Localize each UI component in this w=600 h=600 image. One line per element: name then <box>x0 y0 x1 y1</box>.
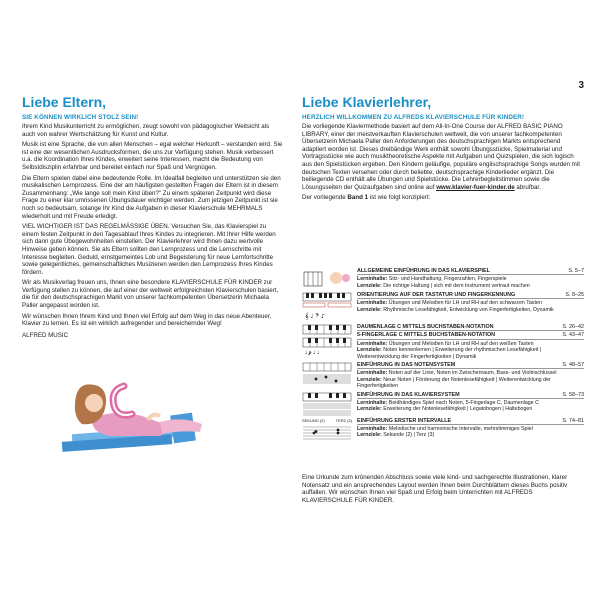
lerninhalte-label: Lerninhalte: <box>357 426 388 433</box>
toc-inhalte: Beidhändiges Spiel nach Noten, 5-Fingerlage C, Daumenlage C <box>388 400 539 407</box>
grand-staff-thumbnail <box>302 392 352 416</box>
toc-title: EINFÜHRUNG IN DAS KLAVIERSYSTEM <box>357 391 460 398</box>
toc-item <box>302 324 584 360</box>
toc-ziele: Rhythmische Lesefähigkeit, Entwicklung von Fingerfertigkeiten, Dynamik <box>383 306 554 313</box>
lernziele-label: Lernziele: <box>357 347 382 354</box>
white-keys-thumbnail <box>302 324 352 356</box>
toc-inhalte: Übungen und Melodien für LH und RH auf den schwarzen Tasten <box>388 300 542 307</box>
toc-inhalte: Melodische und harmonische Intervalle, mehrstimmiges Spiel <box>388 426 533 433</box>
toc-title: ORIENTIERUNG AUF DER TASTATUR UND FINGERKENNUNG <box>357 292 516 298</box>
parents-paragraph: VIEL WICHTIGER IST DAS REGELMÄSSIGE ÜBEN. Versuchen Sie, das Klavierspiel zu einem festen Zeitpunkt in den Tagesablauf Ihres Kindes zu integrieren. Mit Ihrer Hilfe werden sich dann gute Übegewohnheiten einstellen. Der Klavierlehrer wird Ihnen dazu wertvolle Hinweise geben können. Sie als Eltern sollten den Lernprozess und die Lernschritte mit Interesse begleiten. Geduld, ernstgemeintes Lob und Begeisterung für neue Lernfortschritte sowie gelegentliches, gemeinschaftliches Musizieren werden den Lernprozess Ihres Kindes fördern. <box>22 223 276 276</box>
toc-pages: S. 48–57 <box>562 362 584 369</box>
parents-paragraph: Wir als Musikverlag freuen uns, Ihnen eine besondere KLAVIERSCHULE FÜR KINDER zur Verfügung stellen zu können, die auf einer der weltweit erfolgreichsten Klavierschulen basiert, die für den deutschsprachigen Markt von unserer fachkompetenten Übersetzerin Michaela Paller angepasst worden ist. <box>22 279 279 310</box>
piano-hands-thumbnail <box>302 268 352 290</box>
toc-ziele: Noten kennenlernen | Erweiterung der rhythmischen Lesefähigkeit | Weiterentwicklung der Fingerfertigkeiten | Dynamik <box>357 347 542 360</box>
parents-paragraph: Ihrem Kind Musikunterricht zu ermöglichen, zeugt sowohl von pädagogischer Weitsicht als auch von wahrer Wertschätzung für Kunst und Kultur. <box>22 123 270 138</box>
parents-subtitle: SIE KÖNNEN WIRKLICH STOLZ SEIN! <box>22 114 139 121</box>
lerninhalte-label: Lerninhalte: <box>357 370 388 377</box>
toc-title: DAUMENLAGE C MITTELS BUCHSTABEN-NOTATION <box>357 324 494 330</box>
toc-inhalte: Noten auf der Linie, Noten im Zwischenraum, Bass- und Violinschlüssel <box>388 370 557 377</box>
toc-pages-2: S. 43–47 <box>562 332 584 339</box>
toc-title: ALLGEMEINE EINFÜHRUNG IN DAS KLAVIERSPIEL <box>357 268 490 274</box>
teachers-letter <box>302 94 582 203</box>
lernziele-label: Lernziele: <box>357 406 382 413</box>
closing-paragraph: Eine Urkunde zum krönenden Abschluss sowie viele kind- und sachgerechte Illustrationen, klarer Notensatz und ein ansprechendes Layout werden Ihnen beim Durchblättern dieses Buchs positiv auffallen. Wir wünschen Ihnen viel Spaß und Erfolg beim Unterrichten mit ALFREDS KLAVIERSCHULE FÜR KINDER. <box>302 474 568 504</box>
toc-item <box>302 392 584 416</box>
teachers-title: Liebe Klavierlehrer, <box>302 94 432 110</box>
link-suffix: abrufbar. <box>514 183 541 191</box>
toc-pages: S. 26–42 <box>562 324 584 330</box>
page-number: 3 <box>578 80 584 91</box>
teachers-subtitle: HERZLICH WILLKOMMEN ZU ALFREDS KLAVIERSCHULE FÜR KINDER! <box>302 114 525 121</box>
toc-intro-band: Band 1 <box>347 194 369 202</box>
toc-item <box>302 362 584 390</box>
toc-item <box>302 292 584 322</box>
lernziele-label: Lernziele: <box>357 282 382 289</box>
parents-title: Liebe Eltern, <box>22 94 107 110</box>
parents-paragraph: Die Eltern spielen dabei eine bedeutende Rolle. Im Idealfall begleiten und unterstützen sie den musikalischen Lernprozess. Eine der am häufigsten gestellten Fragen der Eltern ist in diesem Zusammenhang: „Wie lange soll mein Kind üben?" Zu einem späteren Zeitpunkt wird diese Frage zu einer klar umrissenen Übungsdauer wichtiger werden. Zum jetzigen Zeitpunkt ist sie noch so bedeutsam, solange Ihr Kind die Aufgaben in dieser Klavierschule MEHRMALS wiederholt und mit Freude erledigt. <box>22 174 281 220</box>
toc-ziele: Neue Noten | Förderung der Notenlesefähigkeit | Weiterentwicklung der Fingerfertigkeiten <box>357 376 551 390</box>
toc-title: EINFÜHRUNG IN DAS NOTENSYSTEM <box>357 362 456 369</box>
svg-text:♩ 𝆏 ♩ ♩: ♩ 𝆏 ♩ ♩ <box>305 350 320 356</box>
toc-pages: S. 5–7 <box>568 268 584 274</box>
svg-text:𝄞 ♩ 𝄢 ♪: 𝄞 ♩ 𝄢 ♪ <box>305 313 325 320</box>
sekund-label: SEKUND (2) <box>302 417 325 423</box>
staff-thumbnail <box>302 362 352 388</box>
toc-pages: S. 8–25 <box>565 292 584 298</box>
toc-item <box>302 418 584 442</box>
toc-intro <box>302 194 582 201</box>
parents-letter <box>22 94 284 339</box>
closing-paragraph-container <box>302 474 582 507</box>
intervals-thumbnail <box>302 418 352 442</box>
lerninhalte-label: Lerninhalte: <box>357 400 388 407</box>
terz-label: TERZ (3) <box>335 417 352 423</box>
toc-ziele: Sekunde (2) | Terz (3) <box>383 432 435 439</box>
teachers-paragraph <box>302 123 582 191</box>
lernziele-label: Lernziele: <box>357 376 382 383</box>
toc-item <box>302 268 584 290</box>
toc-inhalte: Sitz- und Handhaltung, Fingerzahlen, Fingerspiele <box>388 276 507 283</box>
website-link[interactable]: www.klavier-fuer-kinder.de <box>436 183 515 191</box>
girl-illustration <box>52 372 232 464</box>
table-of-contents <box>302 268 584 444</box>
toc-intro-pre: Der vorliegende <box>302 194 348 202</box>
toc-intro-post: ist wie folgt konzipiert: <box>368 194 431 202</box>
lernziele-label: Lernziele: <box>357 432 382 439</box>
toc-pages: S. 74–81 <box>562 417 584 424</box>
toc-title: EINFÜHRUNG ERSTER INTERVALLE <box>357 417 452 424</box>
parents-paragraph: Musik ist eine Sprache, die von allen Menschen – egal welcher Herkunft – verstanden wird. Sie ist eine der wesentlichen Ausdrucksformen, die uns zur Verfügung stehen. Musik verbessert u.a. die Koordination Ihres Kindes, erweitert seine Interessen, macht die Bedeutung von Selbstdisziplin erfahrbar und bereitet einfach nur Spaß und Vergnügen. <box>22 141 283 171</box>
toc-pages: S. 58–73 <box>562 391 584 398</box>
parents-paragraph: Wir wünschen Ihnen Ihrem Kind und Ihnen viel Erfolg auf dem Weg in das neue Abenteuer, Klavier zu lernen. Es ist ein wirklich aufregender und bereichernder Weg! <box>22 312 272 328</box>
toc-ziele: Die richtige Haltung | sich mit dem Instrument vertraut machen <box>383 282 530 289</box>
lerninhalte-label: Lerninhalte: <box>357 340 388 347</box>
lerninhalte-label: Lerninhalte: <box>357 300 388 307</box>
black-keys-thumbnail <box>302 292 352 322</box>
toc-ziele: Erweiterung der Notenlesefähigkeit | Legatobogen | Haltebogen <box>383 406 533 413</box>
lerninhalte-label: Lerninhalte: <box>357 276 388 283</box>
lernziele-label: Lernziele: <box>357 306 382 313</box>
teachers-paragraph-text: Die vorliegende Klaviermethode basiert auf dem All-In-One Course der ALFRED BASIC PIANO LIBRARY, einer der meistverkauften Klavierschulen weltweit, die von unserer fachkompetenten Übersetzerin Michaela Paller den Anforderungen des deutschsprachigen Markts entsprechend adaptiert worden ist. Dieses dreibändige Werk enthält sowohl Übungsstücke, Spielmaterial und Vortragsstücke wie auch musiktheoretische Aspekte mit Aufgaben und Quizspielen, die sich logisch aus den Spielstücken ergeben. Den Kindern geläufige, populäre englischsprachige Songs wurden mit deutschen Texten versehen oder durch beliebte, deutschsprachige Kinderlieder ergänzt. Die beiliegende CD enthält alle Übungen und Spielstücke. Die Lehrerbegleitstimmen sowie die Lösungsseiten der Quizaufgaben sind online auf <box>302 123 580 191</box>
signature: ALFRED MUSIC <box>22 331 69 339</box>
toc-inhalte: Übungen und Melodien für LH und RH auf den weißen Tasten <box>388 340 534 347</box>
toc-title-2: 5-FINGERLAGE C MITTELS BUCHSTABEN-NOTATION <box>357 332 496 339</box>
